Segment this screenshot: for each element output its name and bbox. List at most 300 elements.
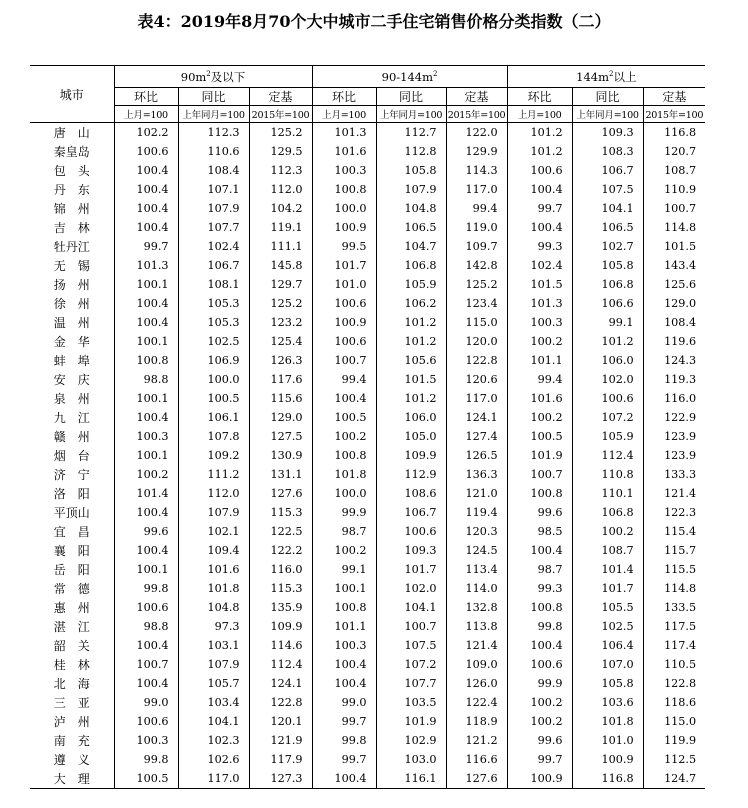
index-value-cell: 122.3	[643, 503, 705, 522]
index-value-cell: 124.3	[643, 351, 705, 370]
index-value-cell: 112.4	[249, 655, 312, 674]
index-value-cell: 100.7	[114, 655, 178, 674]
index-value-cell: 99.6	[507, 503, 572, 522]
index-value-cell: 123.2	[249, 313, 312, 332]
index-value-cell: 100.8	[312, 180, 376, 199]
index-value-cell: 101.8	[312, 465, 376, 484]
index-value-cell: 103.1	[178, 636, 249, 655]
index-value-cell: 100.7	[376, 617, 446, 636]
index-value-cell: 100.3	[114, 731, 178, 750]
index-value-cell: 100.6	[376, 522, 446, 541]
city-name: 三 亚	[53, 696, 90, 710]
index-value-cell: 107.9	[178, 503, 249, 522]
index-value-cell: 103.0	[376, 750, 446, 769]
city-name: 丹 东	[53, 183, 90, 197]
city-name: 遵 义	[53, 753, 90, 767]
index-value-cell: 100.4	[507, 636, 572, 655]
index-value-cell: 127.4	[446, 427, 507, 446]
index-value-cell: 100.7	[312, 351, 376, 370]
table-row	[30, 560, 705, 579]
index-value-cell: 106.8	[572, 275, 643, 294]
index-value-cell: 99.3	[507, 579, 572, 598]
index-value-cell: 105.9	[572, 427, 643, 446]
table-row	[30, 712, 705, 731]
index-value-cell: 100.9	[312, 313, 376, 332]
index-value-cell: 104.8	[376, 199, 446, 218]
city-name: 包 头	[53, 164, 90, 178]
subheader-cell: 同比	[178, 88, 249, 106]
index-value-cell: 99.4	[312, 370, 376, 389]
index-value-cell: 104.7	[376, 237, 446, 256]
city-name: 赣 州	[53, 430, 90, 444]
index-value-cell: 99.7	[114, 237, 178, 256]
index-value-cell: 110.6	[178, 142, 249, 161]
city-name: 徐 州	[53, 297, 90, 311]
index-value-cell: 143.4	[643, 256, 705, 275]
index-value-cell: 120.3	[446, 522, 507, 541]
city-name: 烟 台	[53, 449, 90, 463]
table-row	[30, 237, 705, 256]
index-value-cell: 99.7	[507, 199, 572, 218]
index-value-cell: 102.5	[572, 617, 643, 636]
table-row	[30, 693, 705, 712]
index-value-cell: 124.1	[446, 408, 507, 427]
index-value-cell: 100.4	[312, 655, 376, 674]
index-value-cell: 101.3	[312, 123, 376, 143]
index-value-cell: 116.1	[376, 769, 446, 789]
index-value-cell: 103.4	[178, 693, 249, 712]
index-value-cell: 99.4	[507, 370, 572, 389]
index-value-cell: 101.7	[376, 560, 446, 579]
index-value-cell: 100.6	[507, 161, 572, 180]
index-value-cell: 106.9	[178, 351, 249, 370]
index-value-cell: 116.8	[643, 123, 705, 143]
index-value-cell: 120.1	[249, 712, 312, 731]
group-header-medium: $90-144m^2$	[312, 66, 507, 88]
index-value-cell: 102.4	[507, 256, 572, 275]
index-value-cell: 115.0	[446, 313, 507, 332]
index-value-cell: 104.1	[178, 712, 249, 731]
index-value-cell: 129.7	[249, 275, 312, 294]
index-value-cell: 101.2	[376, 389, 446, 408]
index-value-cell: 112.5	[643, 750, 705, 769]
index-value-cell: 110.9	[643, 180, 705, 199]
index-value-cell: 100.1	[114, 332, 178, 351]
city-name: 温 州	[53, 316, 90, 330]
index-value-cell: 107.7	[376, 674, 446, 693]
index-value-cell: 108.4	[643, 313, 705, 332]
index-value-cell: 125.4	[249, 332, 312, 351]
index-value-cell: 102.5	[178, 332, 249, 351]
index-value-cell: 111.2	[178, 465, 249, 484]
index-value-cell: 112.8	[376, 142, 446, 161]
index-value-cell: 106.5	[376, 218, 446, 237]
table-row	[30, 256, 705, 275]
table-row	[30, 636, 705, 655]
index-value-cell: 112.9	[376, 465, 446, 484]
index-value-cell: 100.8	[114, 351, 178, 370]
table-row	[30, 541, 705, 560]
index-value-cell: 100.4	[507, 541, 572, 560]
index-value-cell: 98.7	[507, 560, 572, 579]
city-name: 南 充	[53, 734, 90, 748]
base-header-cell: 上月=100	[312, 106, 376, 123]
index-value-cell: 112.7	[376, 123, 446, 143]
index-value-cell: 101.6	[507, 389, 572, 408]
index-value-cell: 98.8	[114, 370, 178, 389]
index-value-cell: 119.6	[643, 332, 705, 351]
city-name: 岳 阳	[53, 563, 90, 577]
table-row	[30, 484, 705, 503]
index-value-cell: 132.8	[446, 598, 507, 617]
city-name: 蚌 埠	[53, 354, 90, 368]
index-value-cell: 101.8	[178, 579, 249, 598]
index-value-cell: 122.8	[249, 693, 312, 712]
index-value-cell: 109.9	[376, 446, 446, 465]
index-value-cell: 99.0	[114, 693, 178, 712]
index-value-cell: 100.4	[114, 503, 178, 522]
index-value-cell: 118.6	[643, 693, 705, 712]
index-value-cell: 110.8	[572, 465, 643, 484]
index-value-cell: 101.2	[507, 123, 572, 143]
index-value-cell: 100.1	[312, 579, 376, 598]
table-row	[30, 123, 705, 143]
index-value-cell: 100.2	[312, 427, 376, 446]
index-value-cell: 102.9	[376, 731, 446, 750]
index-value-cell: 111.1	[249, 237, 312, 256]
index-value-cell: 100.6	[114, 712, 178, 731]
table-row	[30, 503, 705, 522]
index-value-cell: 119.3	[643, 370, 705, 389]
index-value-cell: 101.7	[572, 579, 643, 598]
index-value-cell: 115.5	[643, 560, 705, 579]
index-value-cell: 102.3	[178, 731, 249, 750]
index-value-cell: 101.1	[507, 351, 572, 370]
city-name: 平顶山	[53, 506, 90, 520]
city-name: 宜 昌	[53, 525, 90, 539]
index-value-cell: 129.5	[249, 142, 312, 161]
index-value-cell: 100.4	[312, 389, 376, 408]
index-value-cell: 126.0	[446, 674, 507, 693]
index-value-cell: 100.6	[312, 332, 376, 351]
subheader-cell: 环比	[114, 88, 178, 106]
base-header-cell: 2015年=100	[446, 106, 507, 123]
index-value-cell: 100.7	[507, 465, 572, 484]
index-value-cell: 99.0	[312, 693, 376, 712]
table-row	[30, 294, 705, 313]
index-value-cell: 142.8	[446, 256, 507, 275]
index-value-cell: 125.2	[446, 275, 507, 294]
index-value-cell: 100.2	[507, 712, 572, 731]
index-value-cell: 136.3	[446, 465, 507, 484]
index-value-cell: 100.9	[507, 769, 572, 789]
city-name: 金 华	[53, 335, 90, 349]
index-value-cell: 106.8	[572, 503, 643, 522]
index-value-cell: 100.4	[312, 674, 376, 693]
index-value-cell: 115.3	[249, 503, 312, 522]
index-value-cell: 101.2	[376, 332, 446, 351]
index-value-cell: 104.1	[572, 199, 643, 218]
index-value-cell: 127.5	[249, 427, 312, 446]
index-value-cell: 129.0	[643, 294, 705, 313]
index-value-cell: 126.3	[249, 351, 312, 370]
index-value-cell: 121.2	[446, 731, 507, 750]
index-value-cell: 100.5	[114, 769, 178, 789]
table-row	[30, 579, 705, 598]
index-value-cell: 99.8	[507, 617, 572, 636]
index-value-cell: 107.9	[178, 655, 249, 674]
city-name: 北 海	[53, 677, 90, 691]
index-value-cell: 100.6	[114, 598, 178, 617]
index-value-cell: 102.1	[178, 522, 249, 541]
table-row	[30, 161, 705, 180]
index-value-cell: 125.2	[249, 294, 312, 313]
index-value-cell: 117.0	[446, 389, 507, 408]
index-value-cell: 113.4	[446, 560, 507, 579]
city-name: 安 庆	[53, 373, 90, 387]
index-value-cell: 100.8	[507, 598, 572, 617]
city-name: 大 理	[30, 769, 114, 789]
index-value-cell: 99.5	[312, 237, 376, 256]
index-value-cell: 108.7	[643, 161, 705, 180]
index-value-cell: 130.9	[249, 446, 312, 465]
city-column-header: 城市	[30, 66, 114, 123]
index-value-cell: 100.0	[312, 199, 376, 218]
city-name: 泉 州	[53, 392, 90, 406]
index-value-cell: 109.4	[178, 541, 249, 560]
index-value-cell: 102.6	[178, 750, 249, 769]
index-value-cell: 100.1	[114, 389, 178, 408]
index-value-cell: 107.0	[572, 655, 643, 674]
index-value-cell: 102.0	[376, 579, 446, 598]
index-value-cell: 106.7	[376, 503, 446, 522]
base-header-cell: 上年同月=100	[572, 106, 643, 123]
table-row	[30, 370, 705, 389]
index-value-cell: 106.6	[572, 294, 643, 313]
index-value-cell: 101.7	[312, 256, 376, 275]
table-title: 表4：2019年8月70个大中城市二手住宅销售价格分类指数（二）	[137, 12, 611, 31]
index-value-cell: 122.8	[643, 674, 705, 693]
index-value-cell: 100.4	[114, 161, 178, 180]
index-value-cell: 109.0	[446, 655, 507, 674]
index-value-cell: 107.8	[178, 427, 249, 446]
index-value-cell: 107.1	[178, 180, 249, 199]
index-value-cell: 100.4	[114, 636, 178, 655]
index-value-cell: 101.4	[572, 560, 643, 579]
city-name: 洛 阳	[53, 487, 90, 501]
index-value-cell: 106.7	[178, 256, 249, 275]
index-value-cell: 110.5	[643, 655, 705, 674]
index-value-cell: 112.4	[572, 446, 643, 465]
index-value-cell: 114.8	[643, 218, 705, 237]
index-value-cell: 109.3	[572, 123, 643, 143]
index-value-cell: 99.7	[507, 750, 572, 769]
index-value-cell: 100.0	[178, 370, 249, 389]
index-value-cell: 100.6	[507, 655, 572, 674]
index-value-cell: 100.7	[643, 199, 705, 218]
base-header-cell: 上月=100	[114, 106, 178, 123]
index-value-cell: 115.6	[249, 389, 312, 408]
index-value-cell: 107.2	[376, 655, 446, 674]
index-value-cell: 107.2	[572, 408, 643, 427]
index-value-cell: 109.7	[446, 237, 507, 256]
index-value-cell: 99.9	[312, 503, 376, 522]
index-value-cell: 119.9	[643, 731, 705, 750]
index-value-cell: 116.0	[249, 560, 312, 579]
index-value-cell: 117.0	[178, 769, 249, 789]
index-value-cell: 107.5	[572, 180, 643, 199]
index-value-cell: 101.4	[114, 484, 178, 503]
index-value-cell: 105.8	[376, 161, 446, 180]
index-value-cell: 105.8	[572, 674, 643, 693]
table-row	[30, 769, 705, 789]
index-value-cell: 105.5	[572, 598, 643, 617]
index-value-cell: 99.1	[312, 560, 376, 579]
index-value-cell: 116.0	[643, 389, 705, 408]
index-value-cell: 99.3	[507, 237, 572, 256]
city-name: 吉 林	[53, 221, 90, 235]
index-value-cell: 99.8	[114, 750, 178, 769]
index-value-cell: 100.6	[114, 142, 178, 161]
index-value-cell: 114.3	[446, 161, 507, 180]
subheader-cell: 同比	[376, 88, 446, 106]
index-value-cell: 99.9	[507, 674, 572, 693]
table-row	[30, 332, 705, 351]
city-name: 襄 阳	[53, 544, 90, 558]
index-value-cell: 105.6	[376, 351, 446, 370]
index-value-cell: 108.6	[376, 484, 446, 503]
table-row	[30, 598, 705, 617]
index-value-cell: 107.5	[376, 636, 446, 655]
index-value-cell: 115.7	[643, 541, 705, 560]
index-value-cell: 104.8	[178, 598, 249, 617]
table-row	[30, 199, 705, 218]
index-value-cell: 102.4	[178, 237, 249, 256]
index-value-cell: 105.8	[572, 256, 643, 275]
index-value-cell: 119.1	[249, 218, 312, 237]
index-value-cell: 125.6	[643, 275, 705, 294]
base-header-cell: 上月=100	[507, 106, 572, 123]
index-value-cell: 114.8	[643, 579, 705, 598]
index-value-cell: 100.2	[114, 465, 178, 484]
city-name: 扬 州	[53, 278, 90, 292]
index-value-cell: 129.0	[249, 408, 312, 427]
index-value-cell: 100.6	[572, 389, 643, 408]
index-value-cell: 99.1	[572, 313, 643, 332]
index-value-cell: 106.5	[572, 218, 643, 237]
index-value-cell: 113.8	[446, 617, 507, 636]
index-value-cell: 99.8	[312, 731, 376, 750]
index-value-cell: 109.2	[178, 446, 249, 465]
index-value-cell: 98.7	[312, 522, 376, 541]
index-value-cell: 112.0	[178, 484, 249, 503]
table-row	[30, 427, 705, 446]
index-value-cell: 129.9	[446, 142, 507, 161]
table-row	[30, 446, 705, 465]
city-name: 锦 州	[53, 202, 90, 216]
index-value-cell: 127.6	[249, 484, 312, 503]
index-value-cell: 122.0	[446, 123, 507, 143]
index-value-cell: 100.8	[312, 598, 376, 617]
index-value-cell: 116.8	[572, 769, 643, 789]
index-value-cell: 114.6	[249, 636, 312, 655]
index-value-cell: 118.9	[446, 712, 507, 731]
index-value-cell: 120.7	[643, 142, 705, 161]
index-value-cell: 106.4	[572, 636, 643, 655]
index-value-cell: 105.3	[178, 313, 249, 332]
index-value-cell: 120.6	[446, 370, 507, 389]
subheader-cell: 定基	[249, 88, 312, 106]
index-value-cell: 101.8	[572, 712, 643, 731]
index-value-cell: 121.4	[643, 484, 705, 503]
index-value-cell: 101.2	[376, 313, 446, 332]
subheader-cell: 定基	[446, 88, 507, 106]
index-value-cell: 100.3	[312, 636, 376, 655]
index-value-cell: 100.4	[114, 218, 178, 237]
index-value-cell: 100.3	[507, 313, 572, 332]
index-value-cell: 106.0	[376, 408, 446, 427]
index-value-cell: 121.0	[446, 484, 507, 503]
index-value-cell: 99.6	[507, 731, 572, 750]
index-value-cell: 122.5	[249, 522, 312, 541]
index-value-cell: 125.2	[249, 123, 312, 143]
index-value-cell: 123.9	[643, 427, 705, 446]
index-value-cell: 124.5	[446, 541, 507, 560]
subheader-cell: 定基	[643, 88, 705, 106]
table-row	[30, 655, 705, 674]
table-row	[30, 750, 705, 769]
index-value-cell: 133.3	[643, 465, 705, 484]
index-value-cell: 122.8	[446, 351, 507, 370]
index-value-cell: 104.1	[376, 598, 446, 617]
index-value-cell: 100.4	[114, 408, 178, 427]
index-value-cell: 99.7	[312, 750, 376, 769]
city-name: 泸 州	[53, 715, 90, 729]
index-value-cell: 101.5	[643, 237, 705, 256]
index-value-cell: 109.9	[249, 617, 312, 636]
base-header-cell: 2015年=100	[249, 106, 312, 123]
table-row	[30, 408, 705, 427]
subheader-cell: 同比	[572, 88, 643, 106]
table-row	[30, 389, 705, 408]
index-value-cell: 127.3	[249, 769, 312, 789]
index-value-cell: 112.3	[249, 161, 312, 180]
index-value-cell: 122.2	[249, 541, 312, 560]
index-value-cell: 117.9	[249, 750, 312, 769]
table-row	[30, 731, 705, 750]
index-value-cell: 100.9	[312, 218, 376, 237]
index-value-cell: 115.3	[249, 579, 312, 598]
index-value-cell: 107.7	[178, 218, 249, 237]
index-value-cell: 115.4	[643, 522, 705, 541]
index-value-cell: 104.2	[249, 199, 312, 218]
index-value-cell: 105.7	[178, 674, 249, 693]
index-value-cell: 100.4	[114, 313, 178, 332]
index-value-cell: 112.3	[178, 123, 249, 143]
index-value-cell: 100.4	[114, 674, 178, 693]
index-value-cell: 101.2	[572, 332, 643, 351]
index-value-cell: 100.0	[312, 484, 376, 503]
index-value-cell: 133.5	[643, 598, 705, 617]
index-value-cell: 120.0	[446, 332, 507, 351]
table-row	[30, 180, 705, 199]
index-value-cell: 100.6	[312, 294, 376, 313]
index-value-cell: 101.1	[312, 617, 376, 636]
city-name: 常 德	[53, 582, 90, 596]
index-value-cell: 100.5	[507, 427, 572, 446]
index-value-cell: 100.2	[572, 522, 643, 541]
index-value-cell: 108.3	[572, 142, 643, 161]
